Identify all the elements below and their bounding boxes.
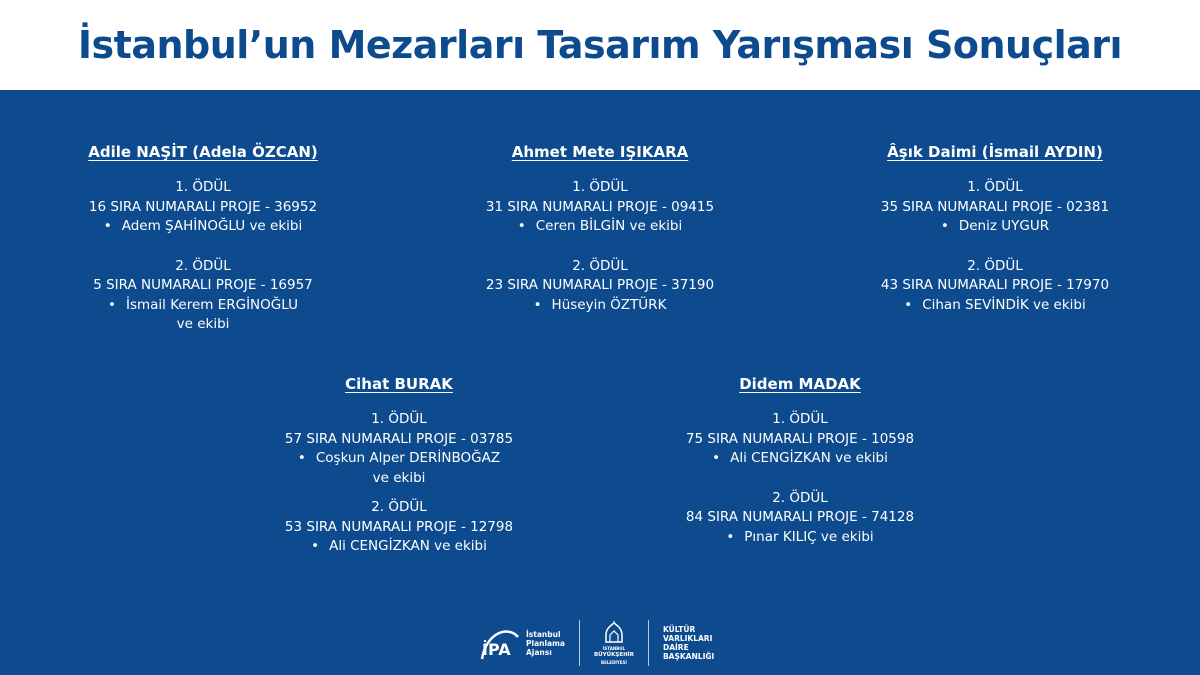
kultur-line: KÜLTÜR bbox=[662, 625, 696, 634]
jury-name: Didem MADAK bbox=[739, 375, 861, 393]
award-title: 2. ÖDÜL bbox=[967, 257, 1023, 274]
award-project: 57 SIRA NUMARALI PROJE - 03785 bbox=[284, 430, 514, 447]
award-title: 2. ÖDÜL bbox=[572, 257, 628, 274]
jury-name: Adile NAŞİT (Adela ÖZCAN) bbox=[88, 143, 318, 161]
award-winner bbox=[610, 449, 990, 469]
title-bar bbox=[0, 0, 1200, 90]
award-second bbox=[13, 257, 393, 335]
ipa-mark-text: İPA bbox=[482, 640, 511, 659]
winner-name: Ceren BİLGİN ve ekibi bbox=[535, 218, 683, 234]
jury-name: Cihat BURAK bbox=[345, 375, 453, 393]
award-title: 2. ÖDÜL bbox=[175, 257, 231, 274]
award-project: 43 SIRA NUMARALI PROJE - 17970 bbox=[880, 277, 1110, 293]
award-project: 16 SIRA NUMARALI PROJE - 36952 bbox=[88, 198, 318, 215]
footer-logos bbox=[478, 620, 714, 666]
ipa-line: Ajansı bbox=[526, 647, 552, 657]
jury-section-adile-nasit bbox=[13, 143, 393, 355]
kultur-logo bbox=[663, 625, 714, 661]
winner-name: Adem ŞAHİNOĞLU ve ekibi bbox=[121, 218, 303, 234]
winner-name: Ali CENGİZKAN ve ekibi bbox=[730, 450, 888, 466]
jury-section-didem-madak bbox=[610, 375, 990, 567]
ibb-emblem-icon bbox=[601, 621, 627, 645]
winner-name: Pınar KILIÇ ve ekibi bbox=[744, 528, 874, 545]
award-winner bbox=[610, 528, 990, 548]
winner-name: Deniz UYGUR bbox=[958, 218, 1050, 234]
winner-name: Hüseyin ÖZTÜRK bbox=[551, 296, 667, 313]
ibb-line: İSTANBUL bbox=[602, 645, 626, 651]
award-first bbox=[209, 410, 589, 488]
bullet-icon: • bbox=[712, 450, 721, 466]
award-title: 1. ÖDÜL bbox=[371, 411, 427, 427]
bullet-icon: • bbox=[103, 218, 112, 234]
award-title: 2. ÖDÜL bbox=[371, 499, 427, 515]
award-first bbox=[410, 178, 790, 237]
award-title: 1. ÖDÜL bbox=[967, 179, 1023, 195]
ibb-logo bbox=[594, 621, 634, 666]
award-first bbox=[610, 410, 990, 469]
ibb-line: BELEDİYESİ bbox=[601, 659, 627, 665]
award-project: 84 SIRA NUMARALI PROJE - 74128 bbox=[685, 509, 915, 525]
ibb-line: BÜYÜKŞEHİR bbox=[593, 651, 634, 658]
award-project: 75 SIRA NUMARALI PROJE - 10598 bbox=[685, 430, 915, 447]
award-project: 35 SIRA NUMARALI PROJE - 02381 bbox=[880, 198, 1110, 215]
award-title: 1. ÖDÜL bbox=[772, 411, 828, 427]
bullet-icon: • bbox=[311, 538, 320, 554]
ipa-line: İstanbul bbox=[526, 629, 561, 639]
bullet-icon: • bbox=[726, 528, 735, 545]
award-winner bbox=[209, 537, 589, 557]
award-project: 53 SIRA NUMARALI PROJE - 12798 bbox=[284, 518, 514, 535]
award-winner bbox=[410, 296, 790, 316]
award-second bbox=[209, 498, 589, 557]
jury-section-cihat-burak bbox=[209, 375, 589, 567]
award-title: 2. ÖDÜL bbox=[772, 489, 828, 506]
bullet-icon: • bbox=[904, 296, 913, 313]
kultur-line: DAİRE bbox=[662, 643, 689, 652]
bullet-icon: • bbox=[533, 296, 542, 313]
bullet-icon: • bbox=[940, 218, 949, 234]
bullet-icon: • bbox=[517, 218, 526, 234]
jury-section-ahmet-mete-isikara bbox=[410, 143, 790, 335]
award-first bbox=[13, 178, 393, 237]
jury-name: Ahmet Mete IŞIKARA bbox=[511, 143, 689, 161]
award-winner bbox=[410, 217, 790, 237]
kultur-line: VARLIKLARI bbox=[662, 634, 713, 643]
award-winner bbox=[209, 449, 589, 469]
award-project: 5 SIRA NUMARALI PROJE - 16957 bbox=[93, 277, 313, 293]
award-winner bbox=[13, 217, 393, 237]
ipa-logo-icon bbox=[478, 623, 522, 663]
bullet-icon: • bbox=[108, 296, 116, 313]
award-winner-continuation: ve ekibi bbox=[176, 316, 230, 332]
kultur-line: BAŞKANLIĞI bbox=[662, 652, 715, 661]
ipa-logo-text bbox=[526, 630, 565, 657]
jury-name: Âşık Daimi (İsmail AYDIN) bbox=[887, 143, 1103, 161]
page-title: İstanbul’un Mezarları Tasarım Yarışması Sonuçları bbox=[77, 23, 1123, 67]
results-panel bbox=[0, 90, 1200, 675]
winner-name: Ali CENGİZKAN ve ekibi bbox=[329, 538, 487, 554]
winner-name: İsmail Kerem ERGİNOĞLU bbox=[125, 296, 298, 313]
winner-name: Coşkun Alper DERİNBOĞAZ bbox=[315, 450, 501, 466]
ipa-logo bbox=[478, 623, 565, 663]
award-title: 1. ÖDÜL bbox=[572, 179, 628, 195]
award-first bbox=[805, 178, 1185, 237]
ipa-line: Planlama bbox=[526, 638, 565, 648]
award-second bbox=[410, 257, 790, 316]
award-title: 1. ÖDÜL bbox=[175, 179, 231, 195]
award-project: 23 SIRA NUMARALI PROJE - 37190 bbox=[485, 277, 715, 293]
award-winner-continuation: ve ekibi bbox=[372, 469, 426, 486]
award-project: 31 SIRA NUMARALI PROJE - 09415 bbox=[485, 198, 715, 215]
bullet-icon: • bbox=[297, 450, 306, 466]
winner-name: Cihan SEVİNDİK ve ekibi bbox=[922, 296, 1086, 313]
award-winner bbox=[13, 296, 393, 316]
award-second bbox=[610, 489, 990, 548]
jury-section-asik-daimi bbox=[805, 143, 1185, 335]
logo-divider bbox=[579, 620, 580, 666]
award-winner bbox=[805, 296, 1185, 316]
award-second bbox=[805, 257, 1185, 316]
logo-divider bbox=[648, 620, 649, 666]
award-winner bbox=[805, 217, 1185, 237]
